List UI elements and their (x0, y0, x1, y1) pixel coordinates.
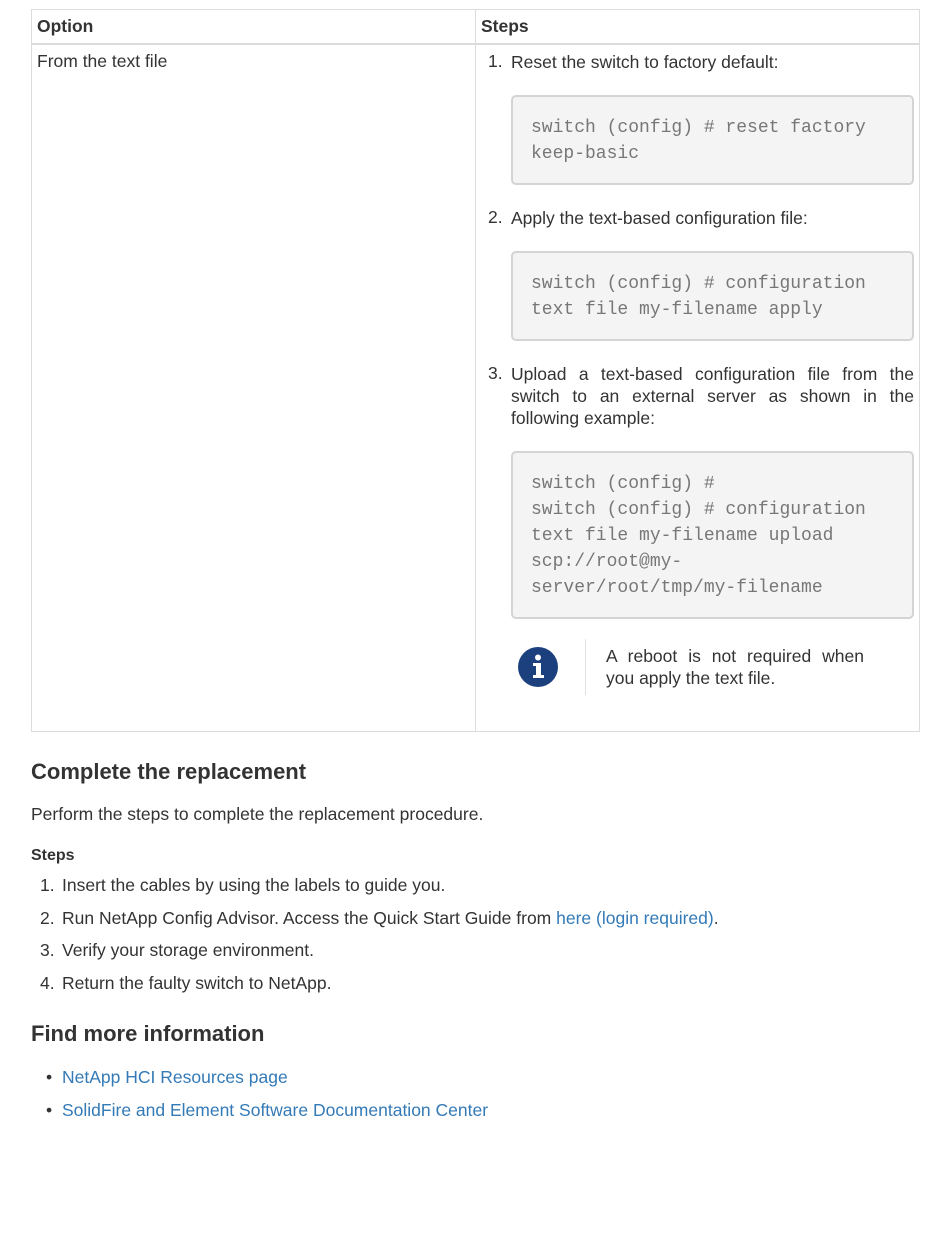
steps-list (481, 51, 914, 619)
list-item (31, 1099, 488, 1132)
table-header-row (32, 10, 920, 44)
step-text: Reset the switch to factory default: (511, 51, 779, 72)
steps-cell (476, 44, 920, 732)
step-text: Verify your storage environment. (62, 940, 314, 960)
step-text: Insert the cables by using the labels to guide you. (62, 875, 446, 895)
replacement-steps-list (31, 874, 719, 1004)
note-icon-container (511, 639, 586, 695)
step-item (488, 362, 914, 619)
step-number: 4. (40, 972, 55, 993)
step-number: 1. (488, 50, 503, 71)
note-admonition (481, 639, 914, 695)
list-item (31, 907, 719, 940)
step-text-suffix: . (713, 907, 719, 928)
hci-resources-link[interactable]: NetApp HCI Resources page (62, 1067, 288, 1087)
more-info-links-list (31, 1066, 488, 1131)
steps-column-header: Steps (476, 10, 920, 44)
note-text: A reboot is not required when you apply the text file. (606, 645, 864, 688)
step-text: Return the faulty switch to NetApp. (62, 972, 332, 993)
list-item (31, 972, 719, 1005)
step-number: 1. (40, 875, 55, 895)
option-cell: From the text file (32, 44, 476, 732)
step-number: 3. (40, 940, 55, 960)
list-item (31, 874, 719, 907)
options-table (31, 9, 920, 732)
step-item (488, 50, 914, 185)
code-block: switch (config) # configuration text file my-filename apply (511, 251, 914, 341)
code-block: switch (config) # switch (config) # configuration text file my-filename upload scp://root@my- server/root/tmp/my-filename (511, 451, 914, 619)
step-text: Run NetApp Config Advisor. Access the Quick Start Guide from (62, 907, 557, 928)
list-item (31, 939, 719, 972)
quick-start-guide-link[interactable]: here (login required) (556, 907, 714, 928)
bullet-icon: • (46, 1099, 53, 1120)
step-text: Upload a text-based configuration file from the switch to an external server as shown in the following example: (511, 363, 914, 428)
table-row (32, 44, 920, 732)
code-block: switch (config) # reset factory keep-basic (511, 95, 914, 185)
section-title-complete: Complete the replacement (31, 759, 307, 784)
step-number: 2. (40, 907, 55, 928)
step-text: Apply the text-based configuration file: (511, 207, 808, 228)
solidfire-docs-link[interactable]: SolidFire and Element Software Documentation Center (62, 1099, 489, 1120)
section-title-more-info: Find more information (31, 1021, 265, 1046)
info-icon (517, 646, 559, 688)
step-number: 3. (488, 362, 503, 383)
step-number: 2. (488, 206, 503, 227)
option-column-header: Option (32, 10, 476, 44)
bullet-icon: • (46, 1067, 53, 1087)
section-intro: Perform the steps to complete the replacement procedure. (31, 804, 484, 824)
step-item (488, 206, 914, 341)
document-page (31, 9, 920, 1120)
list-item (31, 1066, 488, 1099)
steps-label: Steps (31, 847, 75, 864)
